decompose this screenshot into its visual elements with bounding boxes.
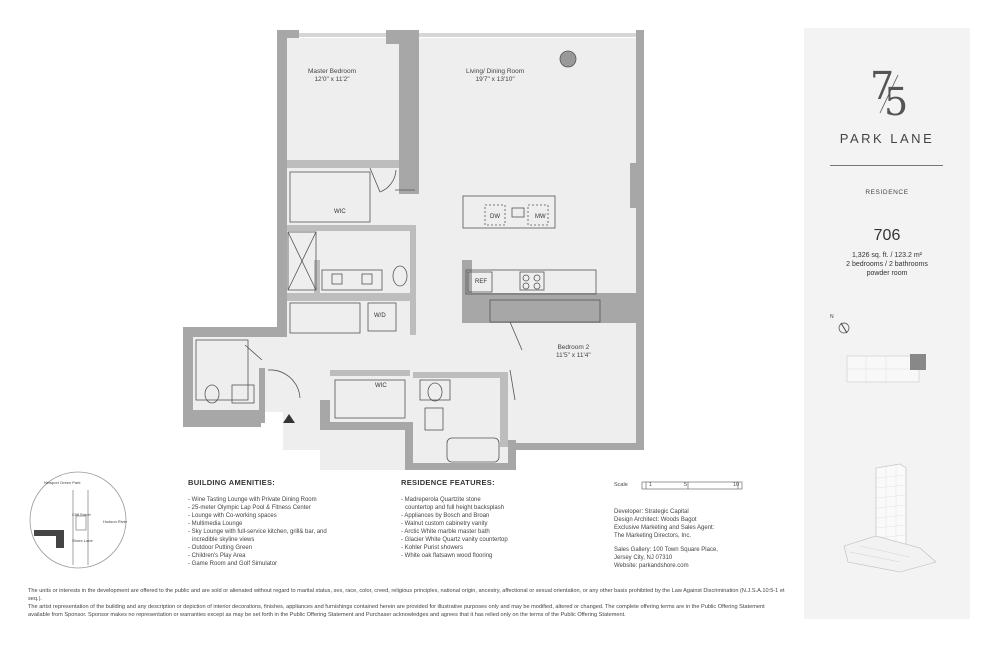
keymap-street2: Shore Lane: [72, 538, 93, 543]
amenity-item: - Outdoor Putting Green: [188, 545, 253, 551]
feature-item: - Walnut custom cabinetry vanity: [401, 521, 488, 527]
bedroom2-name: Bedroom 2: [557, 344, 590, 351]
living-dining-size: 19'7" x 13'10": [475, 76, 515, 83]
amenity-item: incredible skyline views: [192, 537, 255, 543]
feature-item: - White oak flatsawn wood flooring: [401, 553, 493, 559]
agent-credit-1: Exclusive Marketing and Sales Agent:: [614, 525, 715, 531]
floor-key-plate: [846, 352, 928, 386]
disclaimer-representation: The artist representation of the building and any description or depiction of interior decorations, finishes, appliances and furnishings contained herein are provided for illustrative purposes only and may be modified, altered or changed. The complete offering terms are in the Public Offering Statement available from Sponsor. Sponsor makes no representation or warranties except as may be set forth in the Public Offering Statement and Purchaser acknowledges and agrees that it has relied only on the terms of the Public Offering Statement.: [28, 604, 765, 618]
bedroom2-size: 11'5" x 11'4": [556, 352, 591, 359]
architect-credit: Design Architect: Woods Bagot: [614, 517, 697, 523]
feature-item: - Madreperola Quartzite stone: [401, 497, 481, 503]
scale-label: Scale: [614, 482, 628, 488]
dw-label: DW: [490, 214, 500, 220]
developer-credit: Developer: Strategic Capital: [614, 509, 689, 515]
logo-num-5: 5: [884, 80, 909, 124]
ref-label: REF: [475, 279, 487, 285]
bedroom2-label: [556, 344, 591, 360]
building-rendering: [840, 458, 950, 576]
amenity-item: - Wine Tasting Lounge with Private Dining Room: [188, 497, 317, 503]
unit-powder: powder room: [866, 270, 908, 277]
feature-item: - Glacier White Quartz vanity countertop: [401, 537, 508, 543]
amenity-item: - Multimedia Lounge: [188, 521, 243, 527]
amenity-item: - 25-meter Olympic Lap Pool & Fitness Center: [188, 505, 311, 511]
disclaimer-discrimination: The units or interests in the development are offered to the public and are sold or alienated without regard to marital status, sex, race, color, creed, religious principles, national origin, ancestry, affectional or sexual orientation, or any other basis prohibited by the Law Against Discrimination (N.J.S.A.10:5-1 et seq.).: [28, 588, 785, 602]
scale-bar: [640, 481, 744, 491]
gallery-line-2: Jersey City, NJ 07310: [614, 555, 673, 561]
amenities-list: [188, 496, 327, 568]
residence-label: RESIDENCE: [865, 189, 909, 196]
keymap-street1: Cliff Street: [72, 512, 91, 517]
amenities-title: BUILDING AMENITIES:: [188, 478, 276, 487]
unit-bedrooms: 2 bedrooms / 2 bathrooms: [846, 261, 928, 268]
feature-item: - Kohler Purist showers: [401, 545, 464, 551]
master-bedroom-size: 12'0" x 11'2": [314, 76, 350, 83]
website: Website: parkandshore.com: [614, 563, 689, 569]
scale-tick-1: 1: [649, 482, 653, 488]
mw-label: MW: [535, 214, 546, 220]
feature-item: countertop and full height backsplash: [405, 505, 505, 511]
north-label: N: [830, 314, 834, 320]
wic-label-master: WIC: [334, 209, 346, 215]
living-dining-label: [466, 68, 524, 84]
amenity-item: - Children's Play Area: [188, 553, 246, 559]
master-bedroom-label: [308, 68, 356, 84]
sidebar-panel: [804, 28, 970, 619]
amenity-item: - Game Room and Golf Simulator: [188, 561, 278, 567]
keymap-park: Newport Green Park: [44, 480, 81, 485]
wic-label-lower: WIC: [375, 383, 387, 389]
unit-area: 1,326 sq. ft. / 123.2 m²: [851, 252, 923, 259]
unit-number: 706: [873, 227, 901, 244]
agent-credit-2: The Marketing Directors, Inc.: [614, 533, 692, 539]
logo-num-7: 7: [870, 64, 895, 108]
sidebar-divider: [830, 165, 943, 166]
amenity-item: - Sky Lounge with full-service kitchen, grill& bar, and: [188, 529, 327, 535]
amenity-item: - Lounge with Co-working spaces: [188, 513, 277, 519]
gallery-line-1: Sales Gallery: 100 Town Square Place,: [614, 547, 718, 553]
feature-item: - Arctic White marble master bath: [401, 529, 490, 535]
keymap-river: Hudson River: [103, 519, 128, 524]
scale-tick-10: 10: [733, 482, 740, 488]
scale-tick-5: 5: [684, 482, 688, 488]
features-title: RESIDENCE FEATURES:: [401, 478, 495, 487]
features-list: [401, 496, 508, 560]
wd-label: W/D: [374, 313, 386, 319]
living-dining-name: Living/ Dining Room: [466, 68, 525, 75]
unit-highlight: [910, 354, 926, 370]
feature-item: - Appliances by Bosch and Broan: [401, 513, 490, 519]
logo-text: PARK LANE: [839, 131, 935, 146]
master-bedroom-name: Master Bedroom: [308, 68, 357, 75]
